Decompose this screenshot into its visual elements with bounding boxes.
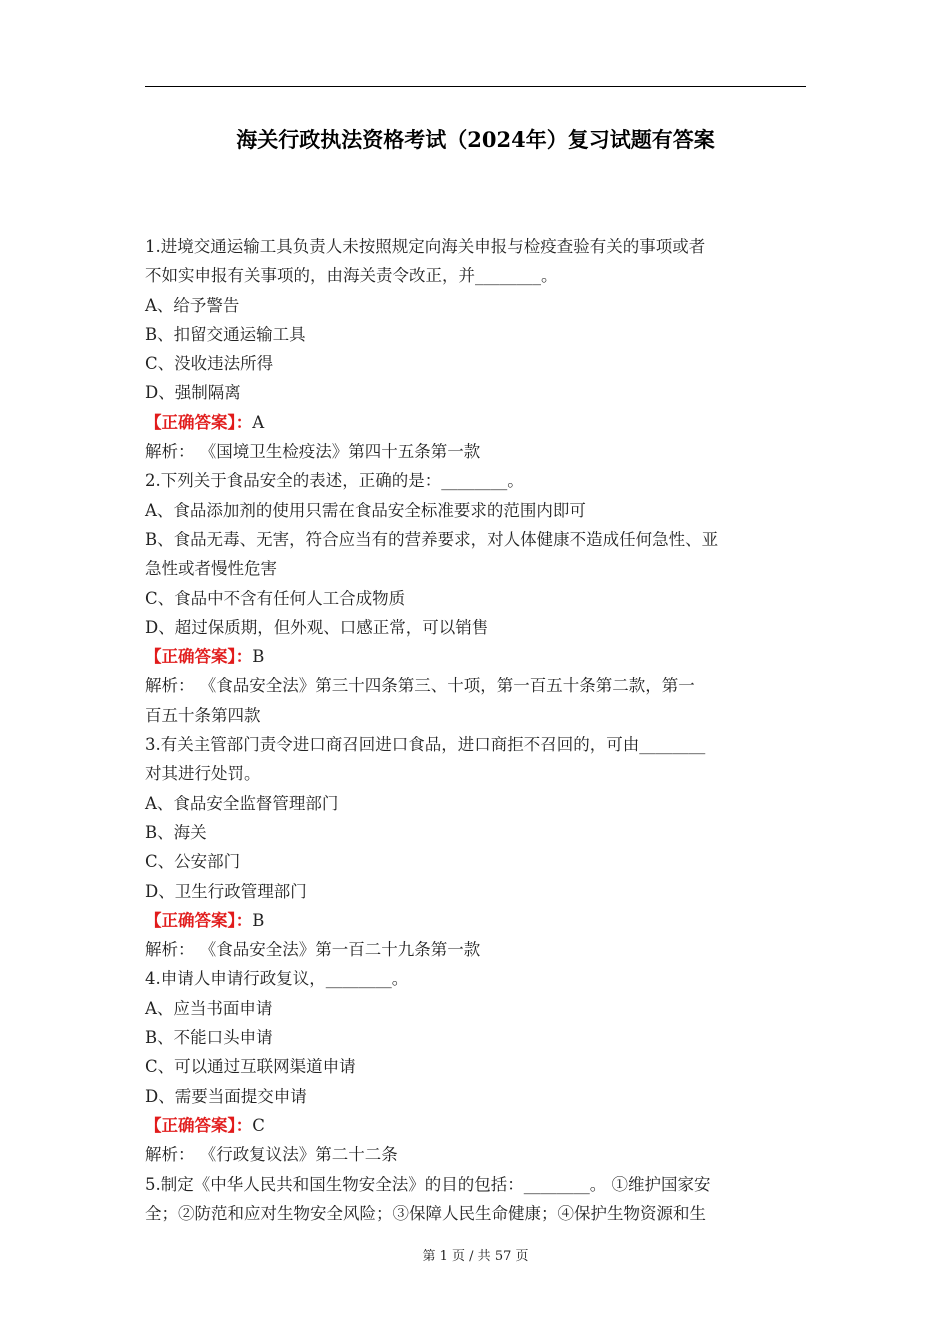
question-option: D、强制隔离 [145,383,241,403]
question-option: C、可以通过互联网渠道申请 [145,1057,356,1077]
question-option: A、食品安全监督管理部门 [145,793,339,813]
question-option: A、应当书面申请 [145,998,273,1018]
analysis-line: 解析： 《行政复议法》第二十二条 [145,1145,398,1165]
question-stem: 4.申请人申请行政复议，________。 [145,969,409,989]
question-option: B、扣留交通运输工具 [145,324,306,344]
question-stem: 5.制定《中华人民共和国生物安全法》的目的包括：________。 ①维护国家安 [145,1174,711,1194]
question-stem: 2.下列关于食品安全的表述，正确的是：________。 [145,471,524,491]
question-option: C、没收违法所得 [145,354,274,374]
question-list [145,232,807,1228]
page-footer: 第 1 页 / 共 57 页 [422,1249,529,1264]
question-option: C、公安部门 [145,852,241,872]
question-option: D、需要当面提交申请 [145,1086,307,1106]
answer-label: 【正确答案】： [145,910,253,930]
answer-value: B [252,910,265,930]
answer-line [145,906,807,935]
page-title: 海关行政执法资格考试（2024年）复习试题有答案 [236,127,715,152]
question-stem: 全；②防范和应对生物安全风险；③保障人民生命健康；④保护生物资源和生 [145,1203,706,1223]
answer-value: A [252,412,265,432]
answer-line [145,408,807,437]
question-option: B、不能口头申请 [145,1028,273,1048]
header-rule [145,86,806,87]
question-option: D、卫生行政管理部门 [145,881,307,901]
question-stem: 1.进境交通运输工具负责人未按照规定向海关申报与检疫查验有关的事项或者 [145,237,706,256]
question-option: A、食品添加剂的使用只需在食品安全标准要求的范围内即可 [145,500,586,520]
question-option: C、食品中不含有任何人工合成物质 [145,588,406,608]
question-stem: 不如实申报有关事项的，由海关责令改正，并________。 [145,266,558,286]
answer-label: 【正确答案】： [145,1115,253,1135]
analysis-line: 百五十条第四款 [145,705,261,725]
answer-value: B [252,647,265,667]
question-stem: 3.有关主管部门责令进口商召回进口食品，进口商拒不召回的，可由________ [145,735,706,755]
answer-label: 【正确答案】： [145,412,253,432]
analysis-line: 解析： 《国境卫生检疫法》第四十五条第一款 [145,442,481,462]
answer-value: C [252,1115,265,1135]
analysis-line: 解析： 《食品安全法》第三十四条第三、十项，第一百五十条第二款，第一 [145,676,695,696]
answer-label: 【正确答案】： [145,647,253,667]
question-option: 急性或者慢性危害 [145,559,277,579]
question-option: B、海关 [145,822,207,842]
answer-line [145,1111,807,1140]
question-option: B、食品无毒、无害，符合应当有的营养要求，对人体健康不造成任何急性、亚 [145,529,719,549]
question-option: D、超过保质期，但外观、口感正常，可以销售 [145,617,489,637]
answer-line [145,642,807,671]
question-stem: 对其进行处罚。 [145,764,261,784]
question-option: A、给予警告 [145,295,240,315]
analysis-line: 解析： 《食品安全法》第一百二十九条第一款 [145,940,481,960]
